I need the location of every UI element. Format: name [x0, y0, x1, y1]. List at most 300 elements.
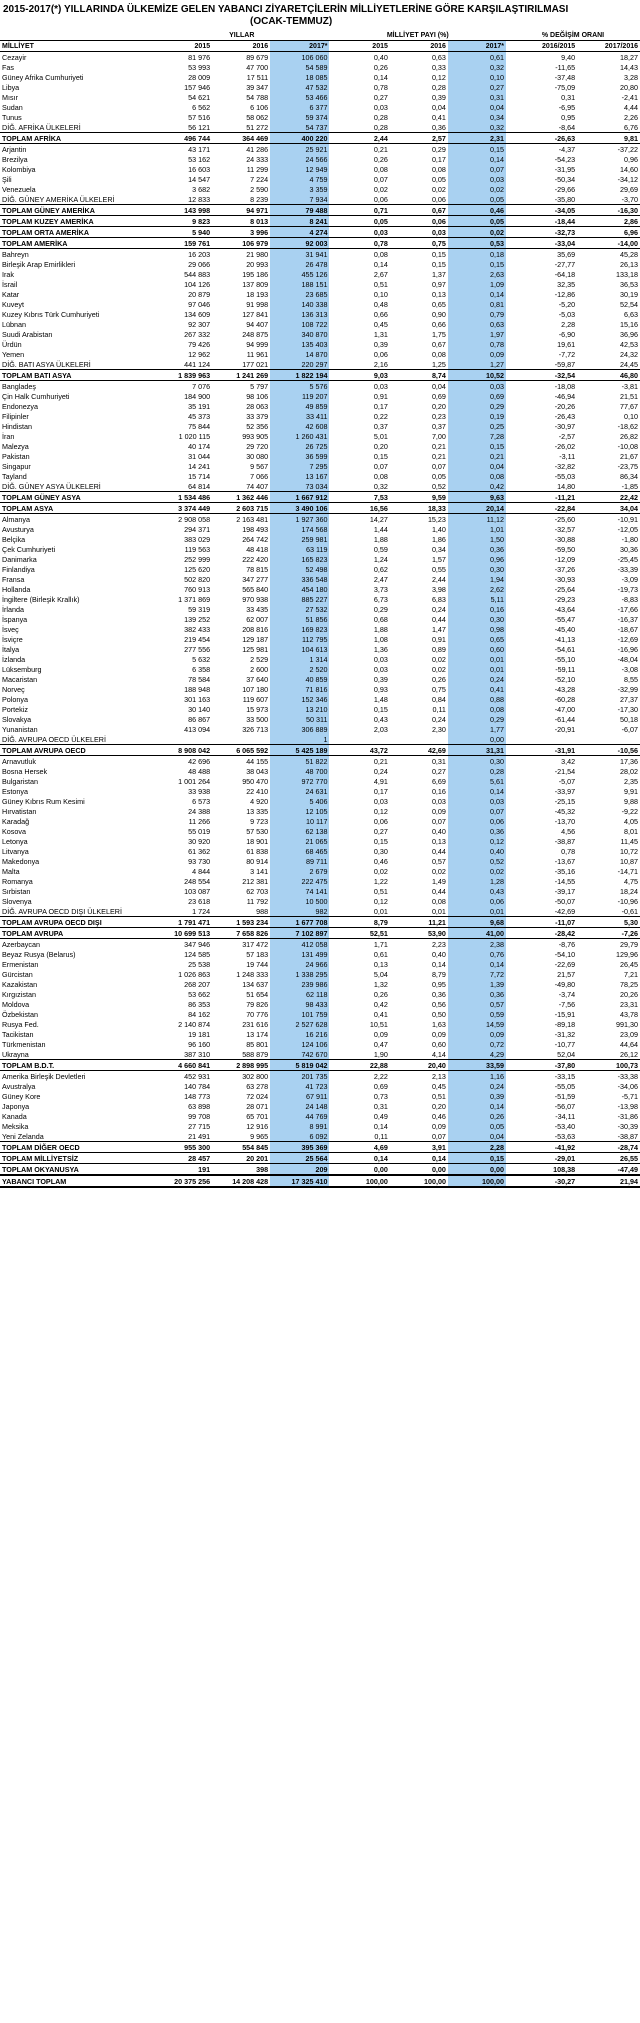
change-2017-2016-cell: 45,28: [620, 249, 638, 259]
share-2017-cell: 0,69: [448, 391, 506, 401]
value-2017-cell: 108 722: [270, 319, 329, 329]
share-2017-cell: 0,08: [448, 471, 506, 481]
value-2015-cell: 16 203: [188, 249, 211, 259]
change-2016-2015-cell: -3,11: [559, 451, 576, 461]
share-2017-cell: 0,26: [448, 1111, 506, 1121]
value-2015-cell: 64 814: [188, 481, 211, 491]
value-2017-cell: 26 725: [270, 441, 329, 451]
report-subtitle: (OCAK-TEMMUZ): [250, 16, 333, 27]
change-2017-2016-cell: 52,54: [620, 299, 638, 309]
value-2016-cell: 20 993: [246, 259, 269, 269]
value-2017-cell: 31 941: [270, 249, 329, 260]
share-2015-cell: 10,51: [369, 1019, 388, 1029]
table-row: [0, 634, 640, 644]
change-2017-2016-cell: 133,18: [616, 269, 638, 279]
value-2015-cell: 248 554: [184, 876, 211, 886]
change-2016-2015-cell: -32,82: [554, 461, 576, 471]
change-2017-2016-cell: 26,45: [620, 959, 638, 969]
value-2017-cell: 222 475: [270, 876, 329, 886]
nationality-cell: İsviçre: [2, 634, 23, 644]
value-2017-cell: 2 527 628: [270, 1019, 329, 1029]
change-2017-2016-cell: 5,30: [577, 917, 640, 928]
change-2016-2015-cell: -20,26: [554, 401, 576, 411]
change-2017-2016-cell: -1,85: [621, 481, 638, 491]
value-2017-cell: 1 314: [270, 654, 329, 664]
change-2016-2015-cell: 108,38: [506, 1164, 577, 1176]
share-2016-cell: 0,02: [431, 664, 446, 674]
share-2017-cell: 0,15: [448, 259, 506, 269]
table-row: [0, 999, 640, 1009]
nationality-cell: Endonezya: [2, 401, 38, 411]
nationality-cell: Brezilya: [2, 154, 28, 164]
nationality-cell: Macaristan: [2, 674, 38, 684]
share-2015-cell: 0,68: [373, 614, 388, 624]
value-2017-cell: 1 822 194: [270, 370, 329, 381]
value-2017-cell: 1 260 431: [270, 431, 329, 441]
nationality-cell: Rusya Fed.: [2, 1019, 39, 1029]
value-2015-cell: 24 388: [188, 806, 211, 816]
share-2017-cell: 100,00: [448, 1175, 506, 1187]
table-row: [0, 1081, 640, 1091]
change-2016-2015-cell: -12,09: [554, 554, 576, 564]
value-2016-cell: 9 965: [250, 1131, 269, 1141]
share-2017-cell: 5,61: [448, 776, 506, 786]
nationality-cell: Yeni Zelanda: [2, 1131, 44, 1141]
share-2016-cell: 0,07: [431, 1131, 446, 1141]
change-2016-2015-cell: -55,47: [554, 614, 576, 624]
value-2017-cell: 16 216: [270, 1029, 329, 1039]
value-2015-cell: 97 046: [188, 299, 211, 309]
change-2016-2015-cell: 9,40: [561, 52, 576, 62]
share-2015-cell: 0,47: [373, 1039, 388, 1049]
value-2017-cell: 25 921: [270, 144, 329, 155]
share-2017-cell: 0,02: [448, 866, 506, 876]
value-2015-cell: 12 962: [188, 349, 211, 359]
value-2016-cell: 317 472: [242, 939, 269, 949]
share-2015-cell: 0,15: [373, 451, 388, 461]
value-2016-cell: 988: [256, 906, 269, 916]
total-row: [0, 503, 640, 514]
total-row: [0, 745, 640, 756]
change-2016-2015-cell: -50,34: [554, 174, 576, 184]
share-2015-cell: 0,02: [373, 184, 388, 194]
value-2015-cell: 20 375 256: [154, 1175, 212, 1187]
value-2016-cell: 107 180: [242, 684, 269, 694]
change-2017-2016-cell: [577, 734, 640, 745]
share-2015-cell: 4,69: [329, 1142, 389, 1153]
value-2015-cell: 53 662: [188, 989, 211, 999]
change-2016-2015-cell: 2,28: [561, 319, 576, 329]
nationality-cell: Makedonya: [2, 856, 40, 866]
share-2015-cell: 22,88: [329, 1060, 389, 1071]
value-2015-cell: 544 883: [184, 269, 211, 279]
value-2017-cell: 44 769: [270, 1111, 329, 1121]
share-2015-cell: 0,14: [373, 1121, 388, 1131]
value-2016-cell: 119 607: [242, 694, 269, 704]
nationality-cell: Moldova: [2, 999, 30, 1009]
share-2015-cell: 100,00: [329, 1175, 389, 1187]
value-2017-cell: 73 034: [270, 481, 329, 492]
share-2017-cell: 2,38: [448, 939, 506, 950]
share-2016-cell: 0,00: [390, 1164, 448, 1176]
value-2016-cell: 9 567: [250, 461, 269, 471]
nationality-cell: Lübnan: [2, 319, 26, 329]
change-2016-2015-cell: -25,64: [554, 584, 576, 594]
share-2017-cell: 0,05: [448, 1121, 506, 1131]
value-2015-cell: 61 362: [188, 846, 211, 856]
value-2017-cell: 52 498: [270, 564, 329, 574]
value-2017-cell: 53 466: [270, 92, 329, 102]
share-2017-cell: 1,94: [448, 574, 506, 584]
value-2017-cell: 13 167: [270, 471, 329, 481]
share-2015-cell: 0,06: [373, 194, 388, 204]
nationality-cell: Ukrayna: [2, 1049, 29, 1059]
nationality-cell: Arjantin: [2, 144, 27, 154]
change-2017-2016-cell: -48,04: [617, 654, 638, 664]
table-row: [0, 174, 640, 184]
share-2016-cell: 1,57: [431, 554, 446, 564]
table-row: [0, 714, 640, 724]
share-2016-cell: 0,37: [431, 421, 446, 431]
table-row: [0, 594, 640, 604]
change-2016-2015-cell: -54,61: [554, 644, 576, 654]
share-2015-cell: 2,03: [373, 724, 388, 734]
change-2017-2016-cell: -5,71: [621, 1091, 638, 1101]
value-2016-cell: 326 713: [242, 724, 269, 734]
share-2016-cell: 0,09: [431, 1121, 446, 1131]
value-2016-cell: 41 286: [246, 144, 269, 154]
change-2017-2016-cell: 24,45: [620, 359, 638, 369]
change-2016-2015-cell: -29,23: [554, 594, 576, 604]
value-2015-cell: 25 538: [188, 959, 211, 969]
share-2015-cell: 1,48: [373, 694, 388, 704]
value-2016-cell: 28 063: [246, 401, 269, 411]
value-2015-cell: 15 714: [188, 471, 211, 481]
nationality-cell: YABANCI TOPLAM: [0, 1175, 154, 1187]
nationality-cell: Yemen: [2, 349, 25, 359]
value-2016-cell: 20 201: [212, 1153, 270, 1164]
share-2017-cell: 5,11: [448, 594, 506, 604]
value-2017-cell: 42 608: [270, 421, 329, 431]
share-2015-cell: 0,26: [373, 154, 388, 164]
share-2015-cell: 0,31: [373, 1101, 388, 1111]
table-row: [0, 269, 640, 279]
value-2016-cell: 51 654: [246, 989, 269, 999]
value-2016-cell: 98 106: [246, 391, 269, 401]
nationality-cell: Portekiz: [2, 704, 28, 714]
share-2017-cell: 0,14: [448, 289, 506, 299]
value-2015-cell: 382 433: [184, 624, 211, 634]
share-2016-cell: 0,14: [431, 959, 446, 969]
change-2017-2016-cell: -9,22: [621, 806, 638, 816]
change-2017-2016-cell: -3,70: [621, 194, 638, 204]
change-2017-2016-cell: 22,42: [577, 492, 640, 503]
value-2015-cell: 79 426: [188, 339, 211, 349]
share-2016-cell: 42,69: [390, 745, 448, 756]
table-row: [0, 1101, 640, 1111]
value-2016-cell: 554 845: [212, 1142, 270, 1153]
share-2015-cell: 0,05: [329, 216, 389, 227]
share-2016-cell: 8,74: [390, 370, 448, 381]
change-2016-2015-cell: -59,87: [554, 359, 576, 369]
value-2015-cell: 92 307: [188, 319, 211, 329]
value-2016-cell: 2 163 481: [236, 514, 269, 524]
change-2016-2015-cell: -37,26: [554, 564, 576, 574]
value-2015-cell: 140 784: [184, 1081, 211, 1091]
value-2016-cell: 7 224: [250, 174, 269, 184]
table-row: [0, 381, 640, 392]
share-2017-cell: 0,14: [448, 786, 506, 796]
change-2017-2016-cell: 2,86: [577, 216, 640, 227]
change-2016-2015-cell: -21,54: [554, 766, 576, 776]
table-row: [0, 856, 640, 866]
share-2017-cell: 0,16: [448, 604, 506, 614]
nationality-cell: Kazakistan: [2, 979, 38, 989]
share-2017-cell: 4,29: [448, 1049, 506, 1060]
table-row: [0, 92, 640, 102]
change-2016-2015-cell: -28,42: [506, 928, 577, 939]
total-row: [0, 133, 640, 144]
value-2015-cell: 219 454: [184, 634, 211, 644]
change-2017-2016-cell: -10,91: [617, 514, 638, 524]
table-row: [0, 969, 640, 979]
value-2017-cell: 74 141: [270, 886, 329, 896]
table-row: [0, 949, 640, 959]
value-2016-cell: 15 973: [246, 704, 269, 714]
share-2015-cell: 0,22: [373, 411, 388, 421]
value-2015-cell: 4 844: [192, 866, 211, 876]
value-2016-cell: 6 065 592: [212, 745, 270, 756]
nationality-cell: DİĞ. AFRİKA ÜLKELERİ: [2, 122, 81, 132]
value-2015-cell: 12 833: [188, 194, 211, 204]
table-row: [0, 249, 640, 260]
table-row: [0, 604, 640, 614]
value-2016-cell: 1 593 234: [212, 917, 270, 928]
value-2017-cell: 112 795: [270, 634, 329, 644]
share-2015-cell: 0,27: [373, 92, 388, 102]
change-2016-2015-cell: -33,97: [554, 786, 576, 796]
share-2016-cell: 0,03: [431, 796, 446, 806]
share-2016-cell: 100,00: [390, 1175, 448, 1187]
change-2017-2016-cell: 6,63: [624, 309, 638, 319]
share-2016-cell: 0,29: [431, 144, 446, 154]
change-2016-2015-cell: -35,80: [554, 194, 576, 204]
change-2017-2016-cell: 43,78: [620, 1009, 638, 1019]
share-2016-cell: 6,69: [431, 776, 446, 786]
share-2017-cell: 1,50: [448, 534, 506, 544]
value-2017-cell: 152 346: [270, 694, 329, 704]
value-2017-cell: 33 411: [270, 411, 329, 421]
share-2015-cell: 0,26: [373, 989, 388, 999]
change-2016-2015-cell: -30,27: [506, 1175, 577, 1187]
value-2017-cell: 14 870: [270, 349, 329, 359]
value-2016-cell: 39 347: [246, 82, 269, 92]
change-2016-2015-cell: 0,95: [561, 112, 576, 122]
change-2016-2015-cell: -45,32: [554, 806, 576, 816]
table-row: [0, 1049, 640, 1060]
nationality-cell: Libya: [2, 82, 20, 92]
value-2017-cell: 92 003: [270, 238, 329, 249]
value-2016-cell: 398: [212, 1164, 270, 1176]
change-2016-2015-cell: -37,48: [554, 72, 576, 82]
nationality-cell: TOPLAM OKYANUSYA: [0, 1164, 154, 1176]
share-2017-cell: 0,29: [448, 401, 506, 411]
share-2016-cell: 1,40: [431, 524, 446, 534]
change-2017-2016-cell: 4,05: [624, 816, 638, 826]
share-2016-cell: 0,84: [431, 694, 446, 704]
value-2017-cell: 27 532: [270, 604, 329, 614]
change-2017-2016-cell: -7,26: [577, 928, 640, 939]
share-2016-cell: 0,89: [431, 644, 446, 654]
share-2015-cell: 0,02: [373, 866, 388, 876]
share-2015-cell: 1,32: [373, 979, 388, 989]
value-2016-cell: 61 838: [246, 846, 269, 856]
value-2015-cell: 452 931: [184, 1071, 211, 1081]
value-2016-cell: 33 379: [246, 411, 269, 421]
table-row: [0, 826, 640, 836]
value-2017-cell: 67 911: [270, 1091, 329, 1101]
value-2016-cell: 29 720: [246, 441, 269, 451]
change-2017-2016-cell: 28,02: [620, 766, 638, 776]
share-2015-cell: 0,03: [329, 227, 389, 238]
value-2015-cell: 27 715: [188, 1121, 211, 1131]
change-2017-2016-cell: -28,74: [577, 1142, 640, 1153]
change-2017-2016-cell: -14,00: [577, 238, 640, 249]
nationality-cell: Slovakya: [2, 714, 32, 724]
change-2017-2016-cell: -31,86: [617, 1111, 638, 1121]
share-2015-cell: 0,66: [373, 309, 388, 319]
value-2017-cell: 1 667 912: [270, 492, 329, 503]
change-2017-2016-cell: 20,80: [620, 82, 638, 92]
change-2016-2015-cell: 35,69: [557, 249, 576, 259]
change-2016-2015-cell: 32,35: [557, 279, 576, 289]
table-row: [0, 102, 640, 112]
share-2017-cell: 10,52: [448, 370, 506, 381]
nationality-cell: İtalya: [2, 644, 20, 654]
value-2016-cell: 54 788: [246, 92, 269, 102]
table-row: [0, 866, 640, 876]
table-row: [0, 461, 640, 471]
share-2016-cell: 0,44: [431, 886, 446, 896]
change-2017-2016-cell: 11,45: [620, 836, 638, 846]
table-row: [0, 544, 640, 554]
value-2017-cell: 8 241: [270, 216, 329, 227]
value-2017-cell: 24 631: [270, 786, 329, 796]
value-2015-cell: 78 584: [188, 674, 211, 684]
change-2016-2015-cell: -6,95: [558, 102, 576, 112]
value-2016-cell: 94 407: [246, 319, 269, 329]
nationality-cell: Kuzey Kıbrıs Türk Cumhuriyeti: [2, 309, 100, 319]
change-2016-2015-cell: -29,66: [554, 184, 576, 194]
change-2016-2015-cell: -11,65: [555, 62, 576, 72]
nationality-cell: Bangladeş: [2, 381, 36, 391]
value-2017-cell: 68 465: [270, 846, 329, 856]
nationality-cell: İzlanda: [2, 654, 26, 664]
value-2017-cell: 62 138: [270, 826, 329, 836]
share-2017-cell: 2,28: [448, 1142, 506, 1153]
share-2015-cell: 3,73: [373, 584, 388, 594]
value-2015-cell: 301 163: [184, 694, 211, 704]
table-row: [0, 349, 640, 359]
share-2015-cell: 0,43: [373, 714, 388, 724]
value-2016-cell: 5 797: [250, 381, 269, 391]
value-2016-cell: 565 840: [242, 584, 269, 594]
share-2017-cell: 0,01: [448, 664, 506, 674]
value-2016-cell: 950 470: [242, 776, 269, 786]
table-row: [0, 654, 640, 664]
nationality-cell: Yunanistan: [2, 724, 38, 734]
change-2017-2016-cell: -19,73: [617, 584, 638, 594]
share-2017-cell: 0,25: [448, 421, 506, 431]
change-2017-2016-cell: 100,73: [577, 1060, 640, 1071]
value-2016-cell: 22 410: [246, 786, 269, 796]
change-2017-2016-cell: 15,16: [620, 319, 638, 329]
change-2016-2015-cell: -18,44: [506, 216, 577, 227]
value-2015-cell: 5 632: [192, 654, 211, 664]
change-2016-2015-cell: -8,64: [558, 122, 576, 132]
table-body: [0, 52, 640, 1188]
value-2016-cell: 11 792: [246, 896, 269, 906]
share-2017-cell: 1,97: [448, 329, 506, 339]
share-2016-cell: 0,34: [431, 544, 446, 554]
share-2017-cell: 0,04: [448, 102, 506, 112]
table-row: [0, 684, 640, 694]
value-2016-cell: 264 742: [242, 534, 269, 544]
value-2017-cell: 40 859: [270, 674, 329, 684]
table-row: [0, 401, 640, 411]
value-2015-cell: 387 310: [184, 1049, 211, 1059]
change-2016-2015-cell: -34,05: [506, 205, 577, 216]
value-2016-cell: 94 971: [212, 205, 270, 216]
value-2017-cell: 136 313: [270, 309, 329, 319]
nationality-cell: TOPLAM AVRUPA OECD DIŞI: [0, 917, 154, 928]
value-2016-cell: 94 999: [246, 339, 269, 349]
share-2016-cell: 0,75: [431, 684, 446, 694]
change-2016-2015-cell: -7,56: [558, 999, 576, 1009]
value-2017-cell: 106 060: [270, 52, 329, 63]
share-2015-cell: 0,24: [373, 766, 388, 776]
table-row: [0, 574, 640, 584]
change-2017-2016-cell: 30,19: [620, 289, 638, 299]
change-2016-2015-cell: -53,63: [554, 1131, 576, 1141]
share-2017-cell: 0,09: [448, 349, 506, 359]
value-2017-cell: 3 490 106: [270, 503, 329, 514]
value-2016-cell: 588 879: [242, 1049, 269, 1059]
nationality-cell: Ermenistan: [2, 959, 39, 969]
nationality-cell: Tayland: [2, 471, 27, 481]
change-2017-2016-cell: 44,64: [620, 1039, 638, 1049]
value-2017-cell: 2 520: [270, 664, 329, 674]
change-2016-2015-cell: -32,54: [506, 370, 577, 381]
value-2017-cell: 135 403: [270, 339, 329, 349]
nationality-cell: DİĞ. AVRUPA OECD DIŞI ÜLKELERİ: [2, 906, 122, 916]
nationality-cell: Bahreyn: [2, 249, 29, 259]
value-2017-cell: 5 425 189: [270, 745, 329, 756]
share-2016-cell: 0,56: [431, 999, 446, 1009]
value-2015-cell: 1 371 869: [178, 594, 211, 604]
value-2015-cell: 6 573: [192, 796, 211, 806]
nationality-cell: Türkmenistan: [2, 1039, 46, 1049]
nationality-cell: TOPLAM BATI ASYA: [0, 370, 154, 381]
share-2017-cell: 0,30: [448, 614, 506, 624]
share-2017-cell: 0,88: [448, 694, 506, 704]
share-2017-cell: 0,30: [448, 564, 506, 574]
share-2017-cell: 0,15: [448, 441, 506, 451]
share-2016-cell: [390, 734, 448, 745]
value-2015-cell: 42 696: [188, 756, 211, 766]
nationality-cell: Katar: [2, 289, 20, 299]
change-2016-2015-cell: -39,17: [554, 886, 576, 896]
